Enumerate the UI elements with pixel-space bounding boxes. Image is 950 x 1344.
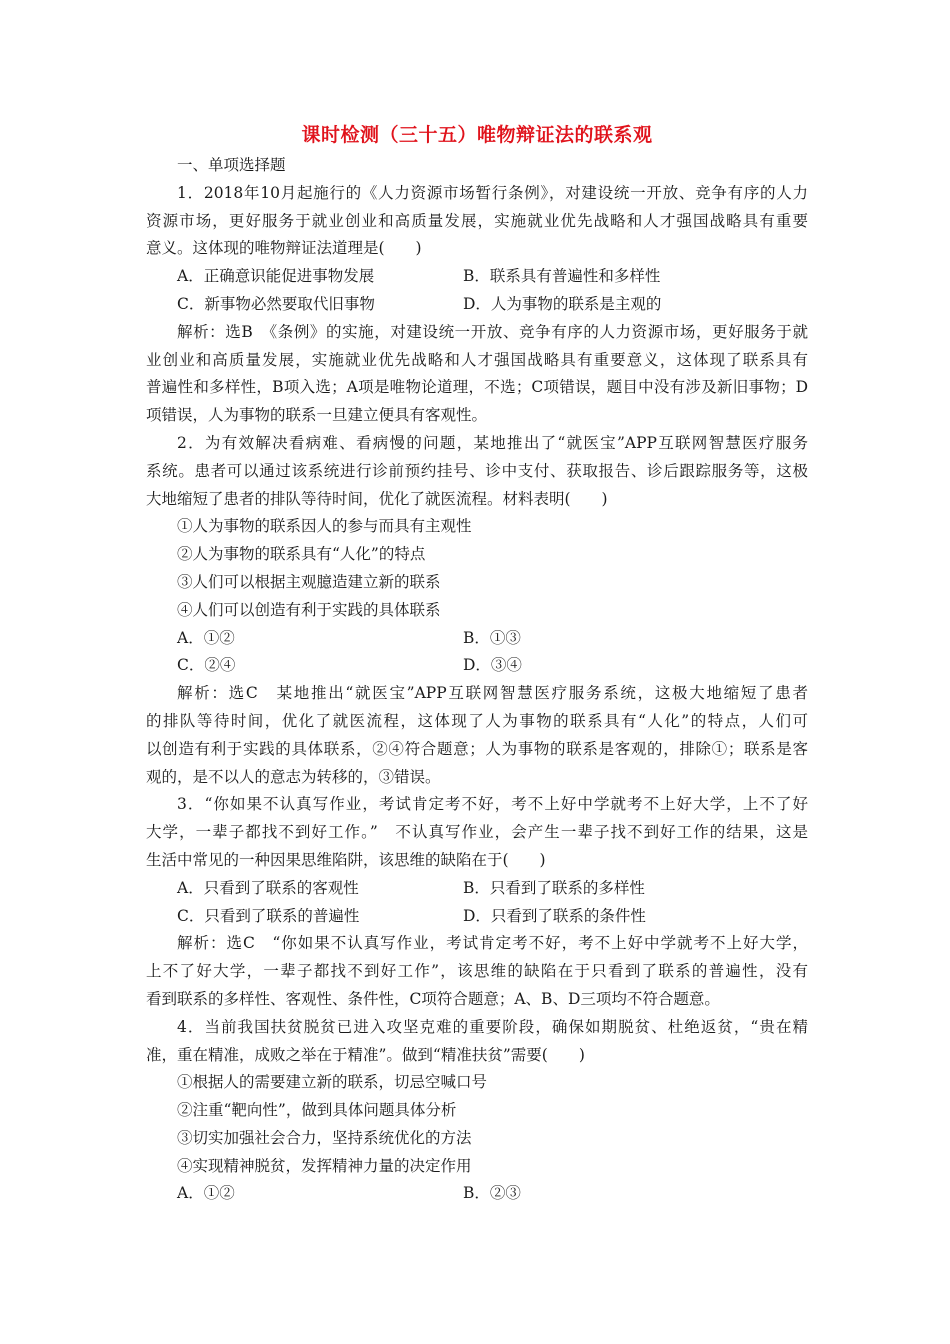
option-a: A．正确意识能促进事物发展 <box>177 267 375 286</box>
question-text-line: 2．为有效解决看病难、看病慢的问题，某地推出了“就医宝”APP互联网智慧医疗服务 <box>177 433 808 452</box>
option-row <box>146 625 808 653</box>
analysis-line: 业创业和高质量发展，实施就业优先战略和人才强国战略具有重要意义，这体现了联系具有 <box>146 350 808 369</box>
section-heading: 一、单项选择题 <box>177 156 286 174</box>
option-c: C．新事物必然要取代旧事物 <box>177 294 375 313</box>
option-d: D．③④ <box>463 656 522 675</box>
statement-item: ①根据人的需要建立新的联系，切忌空喊口号 <box>177 1073 488 1092</box>
statement-item: ②注重“靶向性”，做到具体问题具体分析 <box>177 1101 457 1120</box>
option-a: A．只看到了联系的客观性 <box>177 878 359 897</box>
document-page <box>146 118 808 1208</box>
question-1 <box>146 180 808 430</box>
page-title: 课时检测（三十五）唯物辩证法的联系观 <box>301 124 653 146</box>
analysis-line: 解析：选C “你如果不认真写作业，考试肯定考不好，考不上好中学就考不上好大学， <box>177 934 808 953</box>
question-text-line: 系统。患者可以通过该系统进行诊前预约挂号、诊中支付、获取报告、诊后跟踪服务等，这极 <box>146 461 808 480</box>
option-d: D．人为事物的联系是主观的 <box>463 294 662 313</box>
analysis-line: 的排队等待时间，优化了就医流程，这体现了人为事物的联系具有“人化”的特点，人们可 <box>146 711 808 730</box>
analysis-line: 项错误，人为事物的联系一旦建立便具有客观性。 <box>146 406 488 425</box>
question-4 <box>146 1014 808 1209</box>
statement-item: ④实现精神脱贫，发挥精神力量的决定作用 <box>177 1156 472 1175</box>
analysis-line: 看到联系的多样性、客观性、条件性，C项符合题意；A、B、D三项均不符合题意。 <box>146 989 720 1008</box>
statement-item: ③人们可以根据主观臆造建立新的联系 <box>177 572 441 591</box>
statement-item: ④人们可以创造有利于实践的具体联系 <box>177 600 441 619</box>
analysis-line: 观的，是不以人的意志为转移的，③错误。 <box>146 767 441 786</box>
option-b: B．①③ <box>463 628 521 647</box>
question-text-line: 准，重在精准，成败之举在于精准”。做到“精准扶贫”需要( ) <box>146 1045 585 1064</box>
option-a: A．①② <box>177 1184 235 1203</box>
option-row <box>146 263 808 291</box>
question-text-line: 大地缩短了患者的排队等待时间，优化了就医流程。材料表明( ) <box>146 489 608 508</box>
option-b: B．②③ <box>463 1184 521 1203</box>
option-row <box>146 1180 808 1208</box>
question-text-line: 大学，一辈子都找不到好工作。” 不认真写作业，会产生一辈子找不到好工作的结果，这是 <box>146 823 808 842</box>
analysis-line: 上不了好大学，一辈子都找不到好工作”，该思维的缺陷在于只看到了联系的普遍性，没有 <box>146 962 808 981</box>
option-row <box>146 903 808 931</box>
question-text-line: 资源市场，更好服务于就业创业和高质量发展，实施就业优先战略和人才强国战略具有重要 <box>146 211 808 230</box>
question-text-line: 3．“你如果不认真写作业，考试肯定考不好，考不上好中学就考不上好大学，上不了好 <box>177 795 808 814</box>
option-c: C．②④ <box>177 656 236 675</box>
option-row <box>146 875 808 903</box>
option-b: B．联系具有普遍性和多样性 <box>463 267 661 286</box>
statement-item: ①人为事物的联系因人的参与而具有主观性 <box>177 517 472 536</box>
question-text-line: 4．当前我国扶贫脱贫已进入攻坚克难的重要阶段，确保如期脱贫、杜绝返贫，“贵在精 <box>177 1017 808 1036</box>
option-c: C．只看到了联系的普遍性 <box>177 906 360 925</box>
analysis-line: 普遍性和多样性，B项入选；A项是唯物论道理，不选；C项错误，题目中没有涉及新旧事物；D <box>146 378 808 397</box>
question-text-line: 意义。这体现的唯物辩证法道理是( ) <box>146 239 422 258</box>
question-text-line: 1．2018年10月起施行的《人力资源市场暂行条例》，对建设统一开放、竞争有序的人力 <box>177 183 808 202</box>
option-b: B．只看到了联系的多样性 <box>463 878 645 897</box>
question-text-line: 生活中常见的一种因果思维陷阱，该思维的缺陷在于( ) <box>146 850 546 869</box>
option-a: A．①② <box>177 628 235 647</box>
statement-item: ③切实加强社会合力，坚持系统优化的方法 <box>177 1128 472 1147</box>
analysis-line: 以创造有利于实践的具体联系，②④符合题意；人为事物的联系是客观的，排除①；联系是客 <box>146 739 808 758</box>
question-2 <box>146 430 808 791</box>
option-row <box>146 291 808 319</box>
option-d: D．只看到了联系的条件性 <box>463 906 646 925</box>
statement-item: ②人为事物的联系具有“人化”的特点 <box>177 545 426 564</box>
analysis-line: 解析：选B 《条例》的实施，对建设统一开放、竞争有序的人力资源市场，更好服务于就 <box>177 322 808 341</box>
question-3 <box>146 791 808 1013</box>
analysis-line: 解析：选C 某地推出“就医宝”APP互联网智慧医疗服务系统，这极大地缩短了患者 <box>177 684 808 703</box>
option-row <box>146 652 808 680</box>
